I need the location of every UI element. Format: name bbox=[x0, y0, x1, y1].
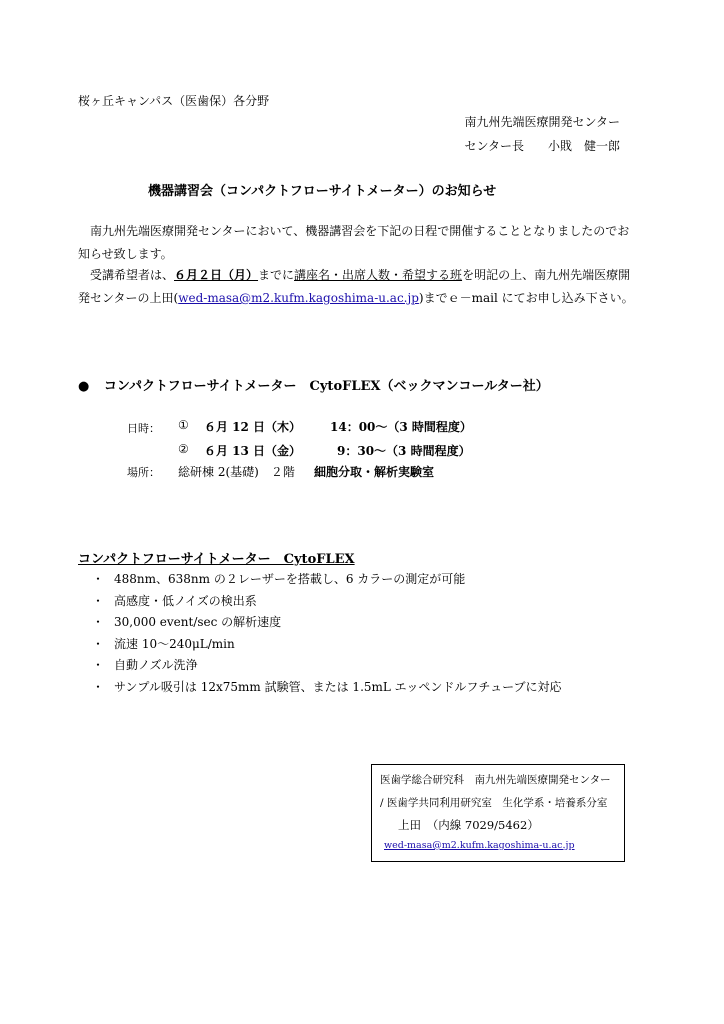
place-label: 場所： bbox=[127, 466, 160, 479]
session1-time: 14：00～（3 時間程度） bbox=[330, 420, 472, 434]
list-item bbox=[92, 677, 561, 699]
recipient-line: 桜ヶ丘キャンパス（医歯保）各分野 bbox=[78, 94, 270, 108]
spec-text: 488nm、638nm の２レーザーを搭載し、6 カラーの測定が可能 bbox=[114, 572, 466, 586]
contact-line-1: 医歯学総合研究科 南九州先端医療開発センター bbox=[380, 774, 611, 786]
application-text-c: を明記の上、南九州先端医療開発センターの上田( bbox=[78, 268, 631, 305]
spec-text: 流速 10～240μL/min bbox=[114, 636, 235, 651]
deadline-date: ６月２日（月） bbox=[174, 268, 259, 282]
place-building: 総研棟 2(基礎) ２階 bbox=[178, 465, 295, 479]
contact-line-3: 上田 （内線 7029/5462） bbox=[398, 818, 539, 832]
spec-text: サンプル吸引は 12x75mm 試験管、または 1.5mL エッペンドルフチューブに対応 bbox=[114, 679, 562, 694]
spec-text: 高感度・低ノイズの検出系 bbox=[114, 593, 257, 608]
contact-email-link[interactable]: wed-masa@m2.kufm.kagoshima-u.ac.jp bbox=[384, 840, 575, 851]
sender-organization: 南九州先端医療開発センター bbox=[464, 115, 620, 129]
bullet-dot-icon: ・ bbox=[92, 593, 105, 608]
schedule-label: 日時： bbox=[127, 422, 160, 435]
contact-box bbox=[371, 764, 625, 862]
list-item bbox=[92, 634, 561, 656]
list-item bbox=[92, 612, 561, 634]
place-room: 細胞分取・解析実験室 bbox=[314, 465, 435, 479]
list-item bbox=[92, 655, 561, 677]
required-items: 講座名・出席人数・希望する班 bbox=[294, 268, 463, 282]
application-paragraph bbox=[78, 264, 638, 310]
spec-text: 自動ノズル洗浄 bbox=[114, 658, 198, 672]
session1-date: ６月 12 日（木） bbox=[204, 420, 302, 434]
application-text-d: )までｅ－mail にてお申し込み下さい。 bbox=[418, 291, 634, 305]
list-item bbox=[92, 591, 561, 613]
application-text-b: までに bbox=[258, 268, 295, 282]
bullet-dot-icon: ・ bbox=[92, 572, 105, 586]
bullet-dot-icon: ・ bbox=[92, 615, 105, 629]
application-text-a: 受講希望者は、 bbox=[90, 268, 175, 282]
bullet-dot-icon: ・ bbox=[92, 636, 105, 651]
section-heading bbox=[78, 375, 549, 394]
specs-list bbox=[92, 569, 561, 698]
intro-text: 南九州先端医療開発センターにおいて、機器講習会を下記の日程で開催することとなりましたのでお知らせ致します。 bbox=[78, 224, 630, 261]
session2-number: ② bbox=[178, 442, 189, 456]
contact-line-2: / 医歯学共同利用研究室 生化学系・培養系分室 bbox=[380, 797, 608, 809]
session1-number: ① bbox=[178, 418, 189, 432]
session2-time: 9：30～（3 時間程度） bbox=[337, 444, 471, 458]
list-item bbox=[92, 569, 561, 591]
sender-name: センター長 小戝 健一郎 bbox=[464, 139, 620, 153]
specs-heading: コンパクトフローサイトメーター CytoFLEX bbox=[78, 552, 355, 567]
bullet-dot-icon: ・ bbox=[92, 679, 105, 694]
intro-paragraph bbox=[78, 220, 638, 266]
session2-date: ６月 13 日（金） bbox=[204, 444, 302, 458]
email-link[interactable]: wed-masa@m2.kufm.kagoshima-u.ac.jp bbox=[178, 291, 419, 305]
spec-text: 30,000 event/sec の解析速度 bbox=[114, 615, 282, 629]
page-title: 機器講習会（コンパクトフローサイトメーター）のお知らせ bbox=[148, 184, 497, 199]
section-heading-text: コンパクトフローサイトメーター CytoFLEX（ベックマンコールター社） bbox=[103, 379, 549, 394]
bullet-dot-icon: ・ bbox=[92, 658, 105, 672]
bullet-icon: ● bbox=[78, 379, 90, 394]
